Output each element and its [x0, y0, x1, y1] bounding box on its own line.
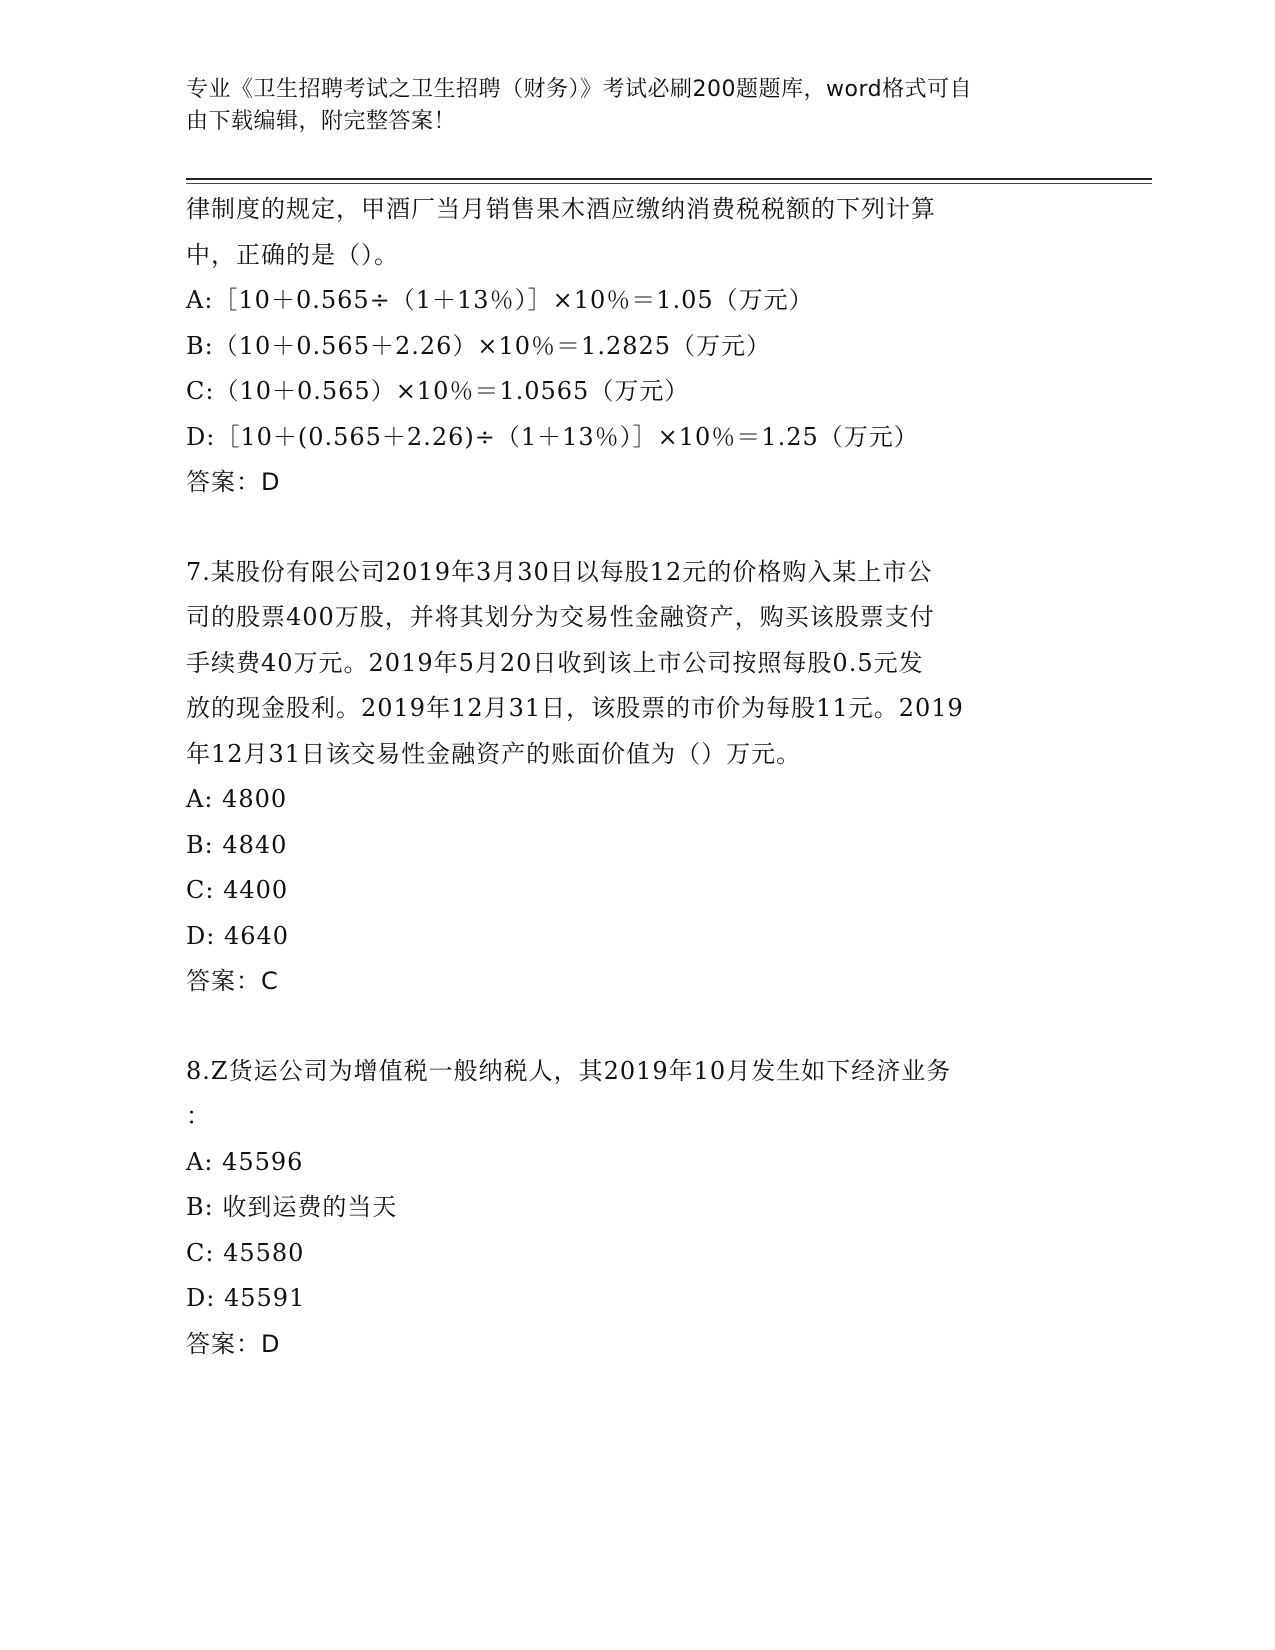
question-8-stem-line-1: 8.Z货运公司为增值税一般纳税人，其2019年10月发生如下经济业务 — [186, 1056, 952, 1085]
question-8-option-d: D: 45591 — [186, 1284, 306, 1312]
question-7-option-c: C: 4400 — [186, 876, 289, 904]
question-8-option-a: A: 45596 — [186, 1147, 304, 1176]
question-8 — [186, 1049, 1086, 1368]
question-8-option-c: C: 45580 — [186, 1238, 305, 1267]
question-7 — [186, 550, 1086, 1005]
header-line-2: 由下载编辑，附完整答案！ — [186, 109, 457, 134]
question-7-stem-line-5: 年12月31日该交易性金融资产的账面价值为（）万元。 — [186, 739, 802, 768]
question-7-option-b: B: 4840 — [186, 830, 288, 859]
question-8-option-b: B: 收到运费的当天 — [186, 1193, 398, 1221]
question-6 — [186, 187, 1086, 506]
question-content — [186, 187, 1086, 1367]
header-divider-thick — [186, 178, 1152, 180]
header-line-1: 专业《卫生招聘考试之卫生招聘（财务）》考试必刷200题题库，word格式可自 — [186, 77, 973, 102]
question-8-answer: 答案：D — [186, 1329, 281, 1358]
question-7-option-a: A: 4800 — [186, 785, 288, 813]
question-7-answer: 答案：C — [186, 967, 279, 995]
document-header — [186, 74, 1066, 138]
question-7-option-d: D: 4640 — [186, 921, 290, 950]
spacer — [186, 1005, 1086, 1049]
spacer — [186, 506, 1086, 550]
question-6-stem-line-2: 中，正确的是（）。 — [186, 240, 399, 269]
question-6-stem-line-1: 律制度的规定，甲酒厂当月销售果木酒应缴纳消费税税额的下列计算 — [186, 195, 936, 223]
question-7-stem-line-3: 手续费40万元。2019年5月20日收到该上市公司按照每股0.5元发 — [186, 648, 924, 677]
question-6-option-c: C:（10＋0.565）×10％＝1.0565（万元） — [186, 377, 690, 405]
question-7-stem-line-4: 放的现金股利。2019年12月31日，该股票的市价为每股11元。2019 — [186, 694, 964, 722]
question-6-answer: 答案：D — [186, 468, 281, 496]
question-6-option-b: B:（10＋0.565＋2.26）×10％＝1.2825（万元） — [186, 331, 772, 360]
question-6-option-a: A:［10＋0.565÷（1＋13％）］×10％＝1.05（万元） — [186, 286, 814, 314]
question-8-stem-line-2: ： — [186, 1102, 211, 1130]
question-6-option-d: D:［10＋(0.565＋2.26)÷（1＋13％）］×10％＝1.25（万元） — [186, 422, 919, 451]
header-divider-thin — [186, 183, 1152, 184]
question-7-stem-line-1: 7.某股份有限公司2019年3月30日以每股12元的价格购入某上市公 — [186, 557, 933, 586]
question-7-stem-line-2: 司的股票400万股，并将其划分为交易性金融资产，购买该股票支付 — [186, 603, 935, 631]
